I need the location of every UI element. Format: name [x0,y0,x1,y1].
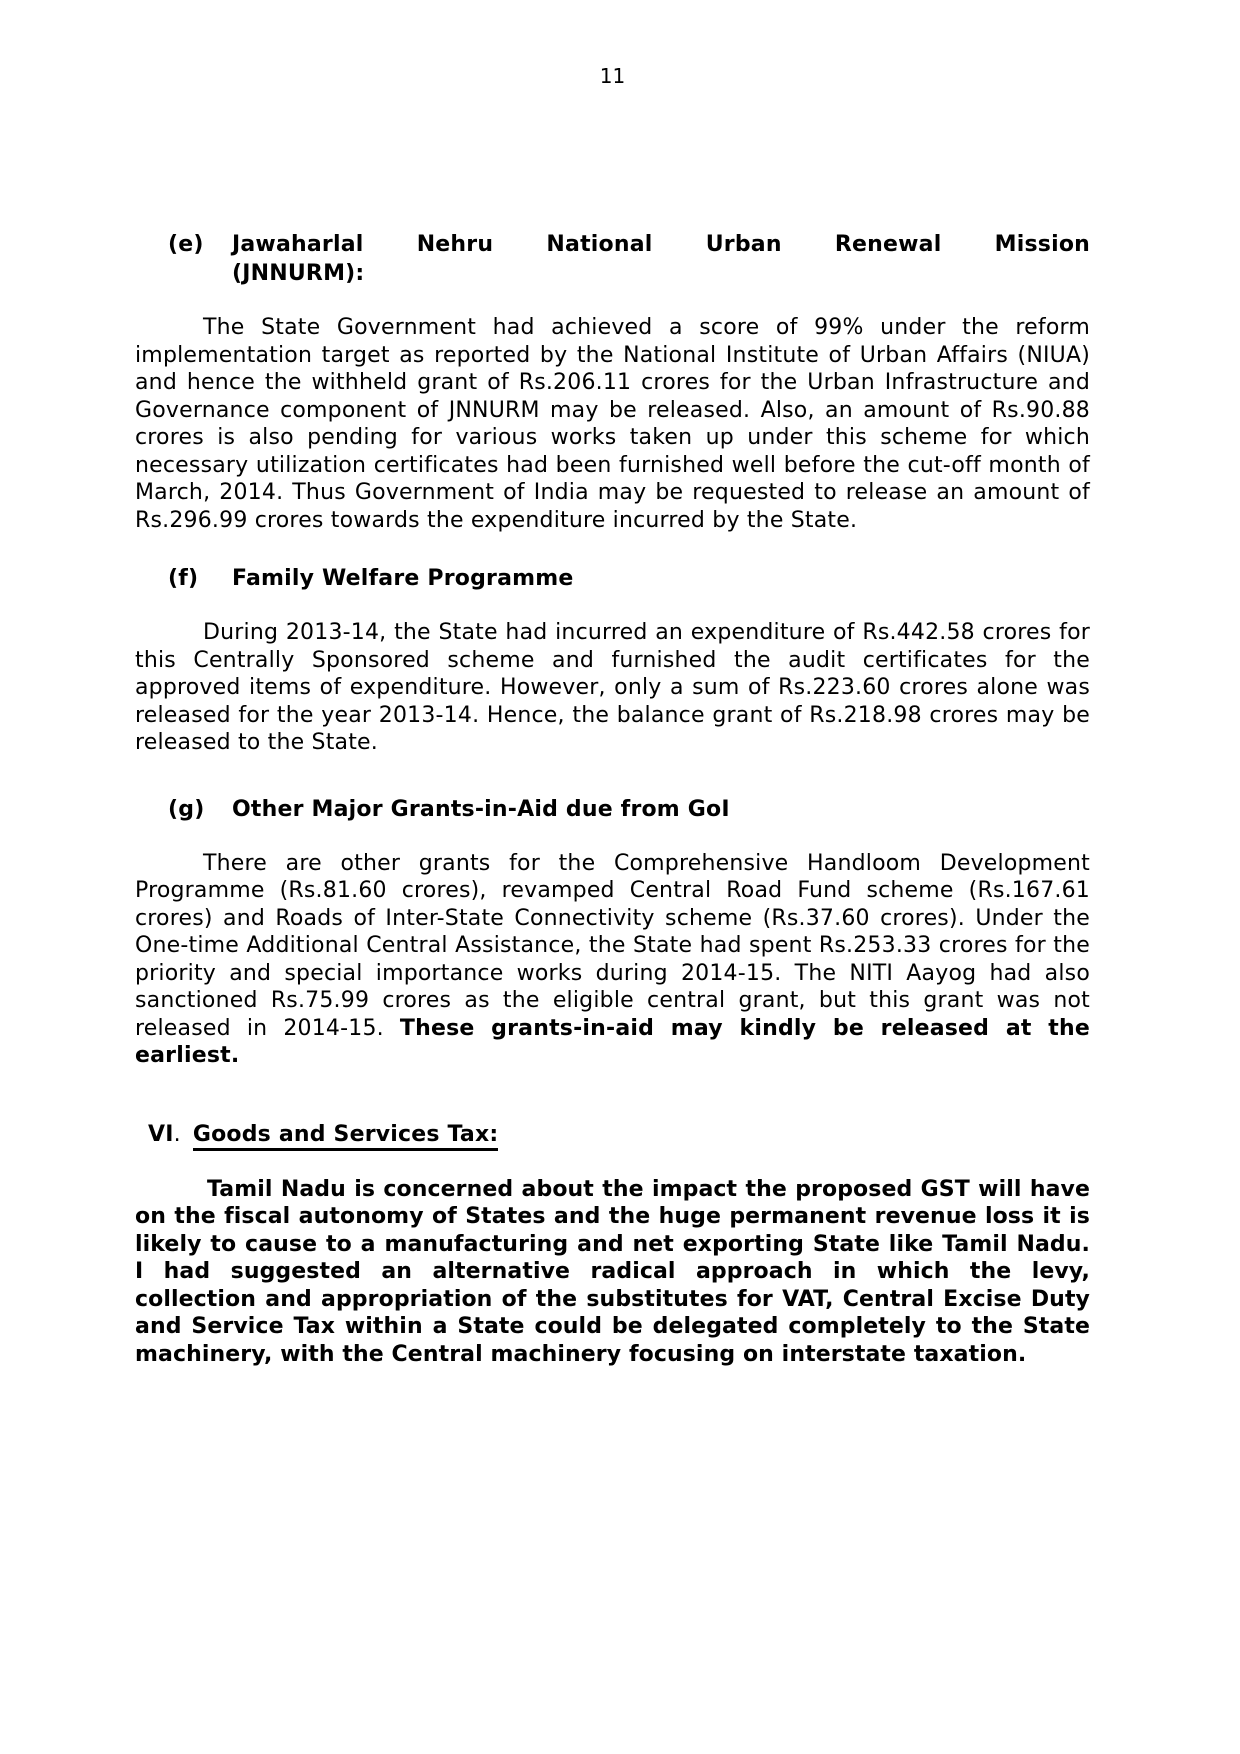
section-gst-paragraph: Tamil Nadu is concerned about the impact the proposed GST will have on the fiscal autonomy of States and the huge permanent revenue loss it is likely to cause to a manufacturing and net exporting State like Tamil Nadu. I had suggested an alternative radical approach in which the levy, collection and appropriation of the substitutes for VAT, Central Excise Duty and Service Tax within a State could be delegated completely to the State machinery, with the Central machinery focusing on interstate taxation. [135,1176,1090,1367]
section-jnnurm-title [232,230,1090,288]
section-gst-numeral-dot: . [173,1121,181,1147]
section-jnnurm-paragraph: The State Government had achieved a score of 99% under the reform implementation target as reported by the National Institute of Urban Affairs (NIUA) and hence the withheld grant of Rs.206.11 crores for the Urban Infrastructure and Governance component of JNNURM may be released. Also, an amount of Rs.90.88 crores is also pending for various works taken up under this scheme for which necessary utilization certificates had been furnished well before the cut-off month of March, 2014. Thus Government of India may be requested to release an amount of Rs.296.99 crores towards the expenditure incurred by the State. [135,315,1090,533]
section-other-grants-paragraph-emphasis: These grants-in-aid may kindly be released at the earliest. [135,1015,1090,1068]
section-other-grants [135,795,1090,1070]
section-jnnurm-title-line2: (JNNURM): [232,261,365,286]
section-family-welfare-title: Family Welfare Programme [232,566,574,591]
page-number: 11 [599,64,626,88]
section-gst [135,1120,1090,1369]
section-other-grants-heading [135,795,1090,824]
section-gst-numeral: VI [148,1121,174,1147]
section-family-welfare-heading [135,564,1090,593]
section-family-welfare-paragraph: During 2013-14, the State had incurred an expenditure of Rs.442.58 crores for this Centrally Sponsored scheme and furnished the audit certificates for the approved items of expenditure. However, only a sum of Rs.223.60 crores alone was released for the year 2013-14. Hence, the balance grant of Rs.218.98 crores may be released to the State. [135,620,1090,755]
section-family-welfare [135,564,1090,757]
section-other-grants-label: (g) [168,796,205,822]
section-other-grants-title: Other Major Grants-in-Aid due from GoI [232,796,730,822]
section-gst-heading [135,1120,1090,1150]
section-jnnurm [135,230,1090,534]
section-gst-title: Goods and Services Tax: [193,1122,499,1151]
section-jnnurm-heading [135,230,1090,288]
section-jnnurm-label: (e) [168,232,204,257]
section-other-grants-paragraph-text: There are other grants for the Comprehensive Handloom Development Programme (Rs.81.60 crores), revamped Central Road Fund scheme (Rs.167.61 crores) and Roads of Inter-State Connectivity scheme (Rs.37.60 crores). Under the One-time Additional Central Assistance, the State had spent Rs.253.33 crores for the priority and special importance works during 2014-15. The NITI Aayog had also sanctioned Rs.75.99 crores as the eligible central grant, but this grant was not released in 2014-15. [135,850,1090,1041]
section-other-grants-paragraph [135,850,1090,1070]
section-jnnurm-title-line1: Jawaharlal Nehru National Urban Renewal Mission [232,232,1090,257]
section-family-welfare-label: (f) [168,566,199,591]
